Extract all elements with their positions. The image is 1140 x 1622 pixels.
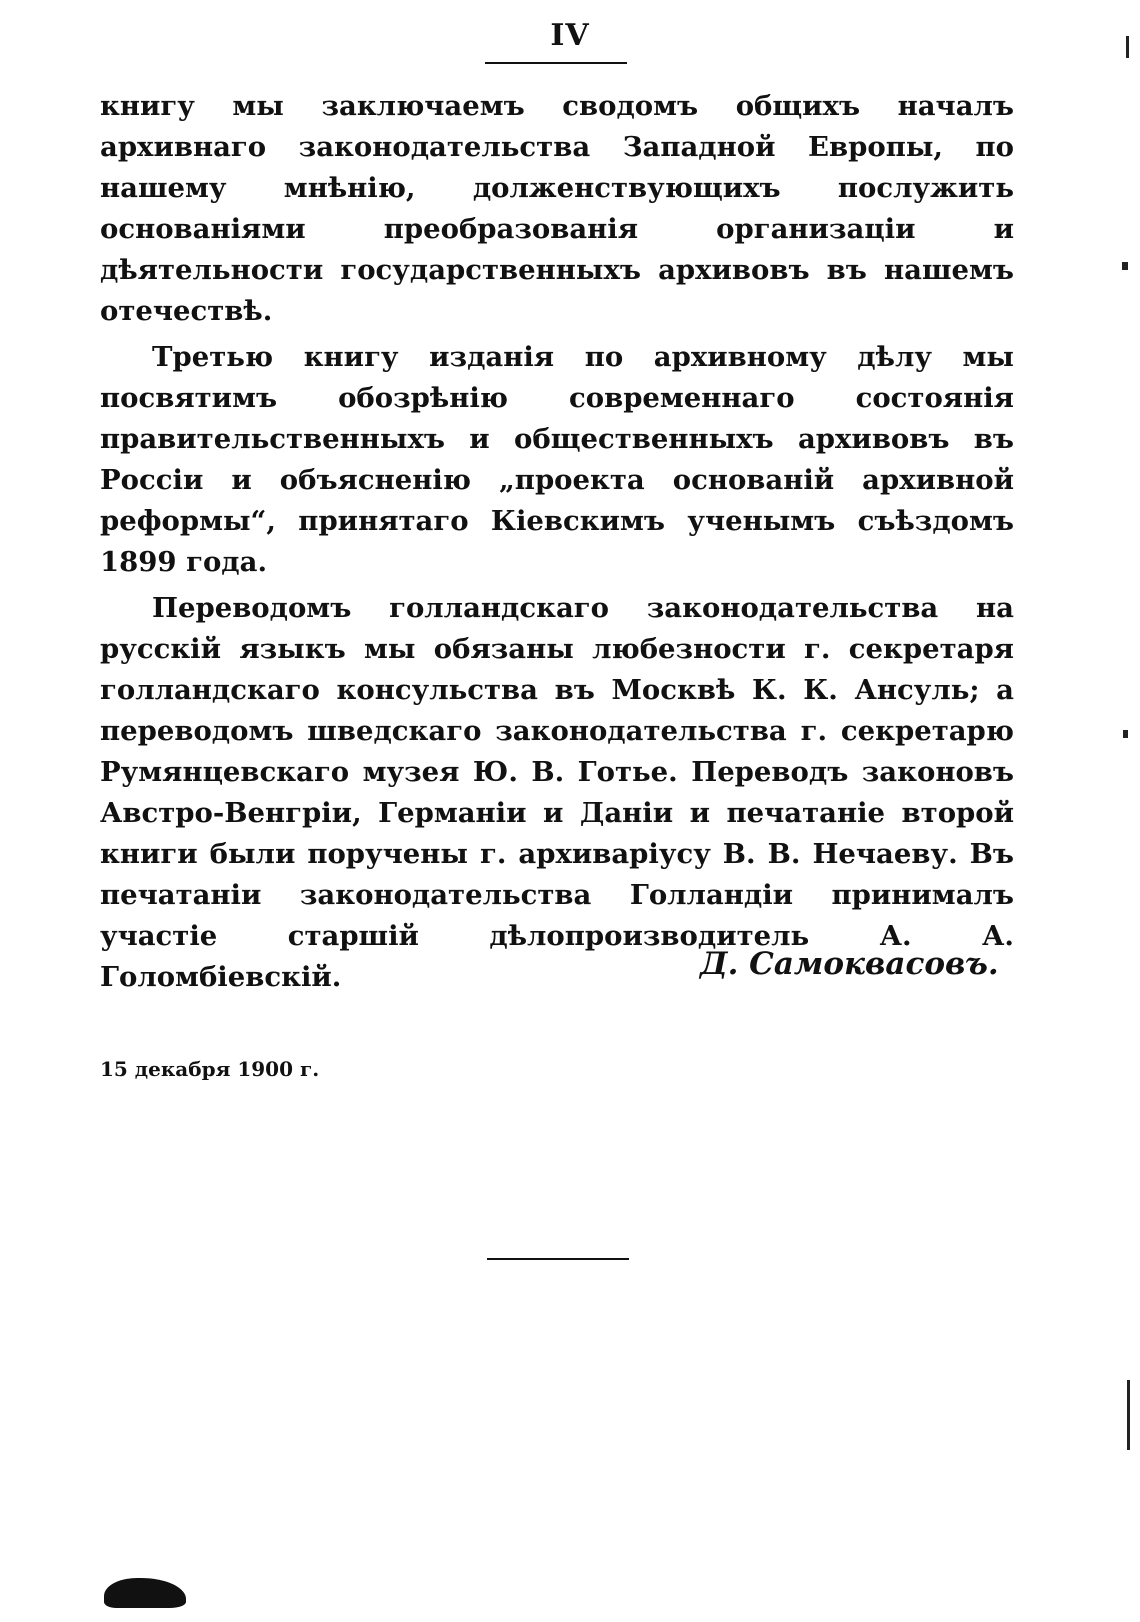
scan-speck	[1126, 36, 1129, 58]
paragraph-continuation: книгу мы заключаемъ сводомъ общихъ началъ архивнаго законодательства Западной Европы, по нашему мнѣнію, долженствующихъ послужить основаніями преобразованія организаціи и дѣятельности государственныхъ архивовъ въ нашемъ отечествѣ.	[100, 90, 1014, 327]
scan-speck	[1123, 730, 1128, 738]
page-number: IV	[550, 18, 590, 53]
document-date: 15 декабря 1900 г.	[100, 1057, 320, 1081]
body-text	[100, 86, 1014, 1003]
scan-speck	[1122, 262, 1128, 270]
paragraph-translations: Переводомъ голландскаго законодательства на русскій языкъ мы обязаны любезности г. секретаря голландскаго консульства въ Москвѣ К. К. Ансуль; а переводомъ шведскаго законодательства г. секретарю Румянцевскаго музея Ю. В. Готье. Переводъ законовъ Австро-Венгріи, Германіи и Даніи и печатаніе второй книги были поручены г. архиваріусу В. В. Нечаеву. Въ печатаніи законодательства Голландіи принималъ участіе старшій дѣлопроизводитель А. А. Голомбіевскій.	[100, 592, 1014, 993]
ink-blot	[104, 1578, 186, 1608]
footer-rule	[487, 1258, 629, 1260]
header-rule	[485, 62, 627, 64]
paragraph-third-book: Третью книгу изданія по архивному дѣлу мы посвятимъ обозрѣнію современнаго состоянія правительственныхъ и общественныхъ архивовъ въ Россіи и объясненію „проекта основаній архивной реформы“, принятаго Кіевскимъ ученымъ съѣздомъ 1899 года.	[100, 341, 1014, 578]
author-signature: Д. Самоквасовъ.	[700, 946, 999, 982]
scan-speck	[1127, 1380, 1130, 1450]
